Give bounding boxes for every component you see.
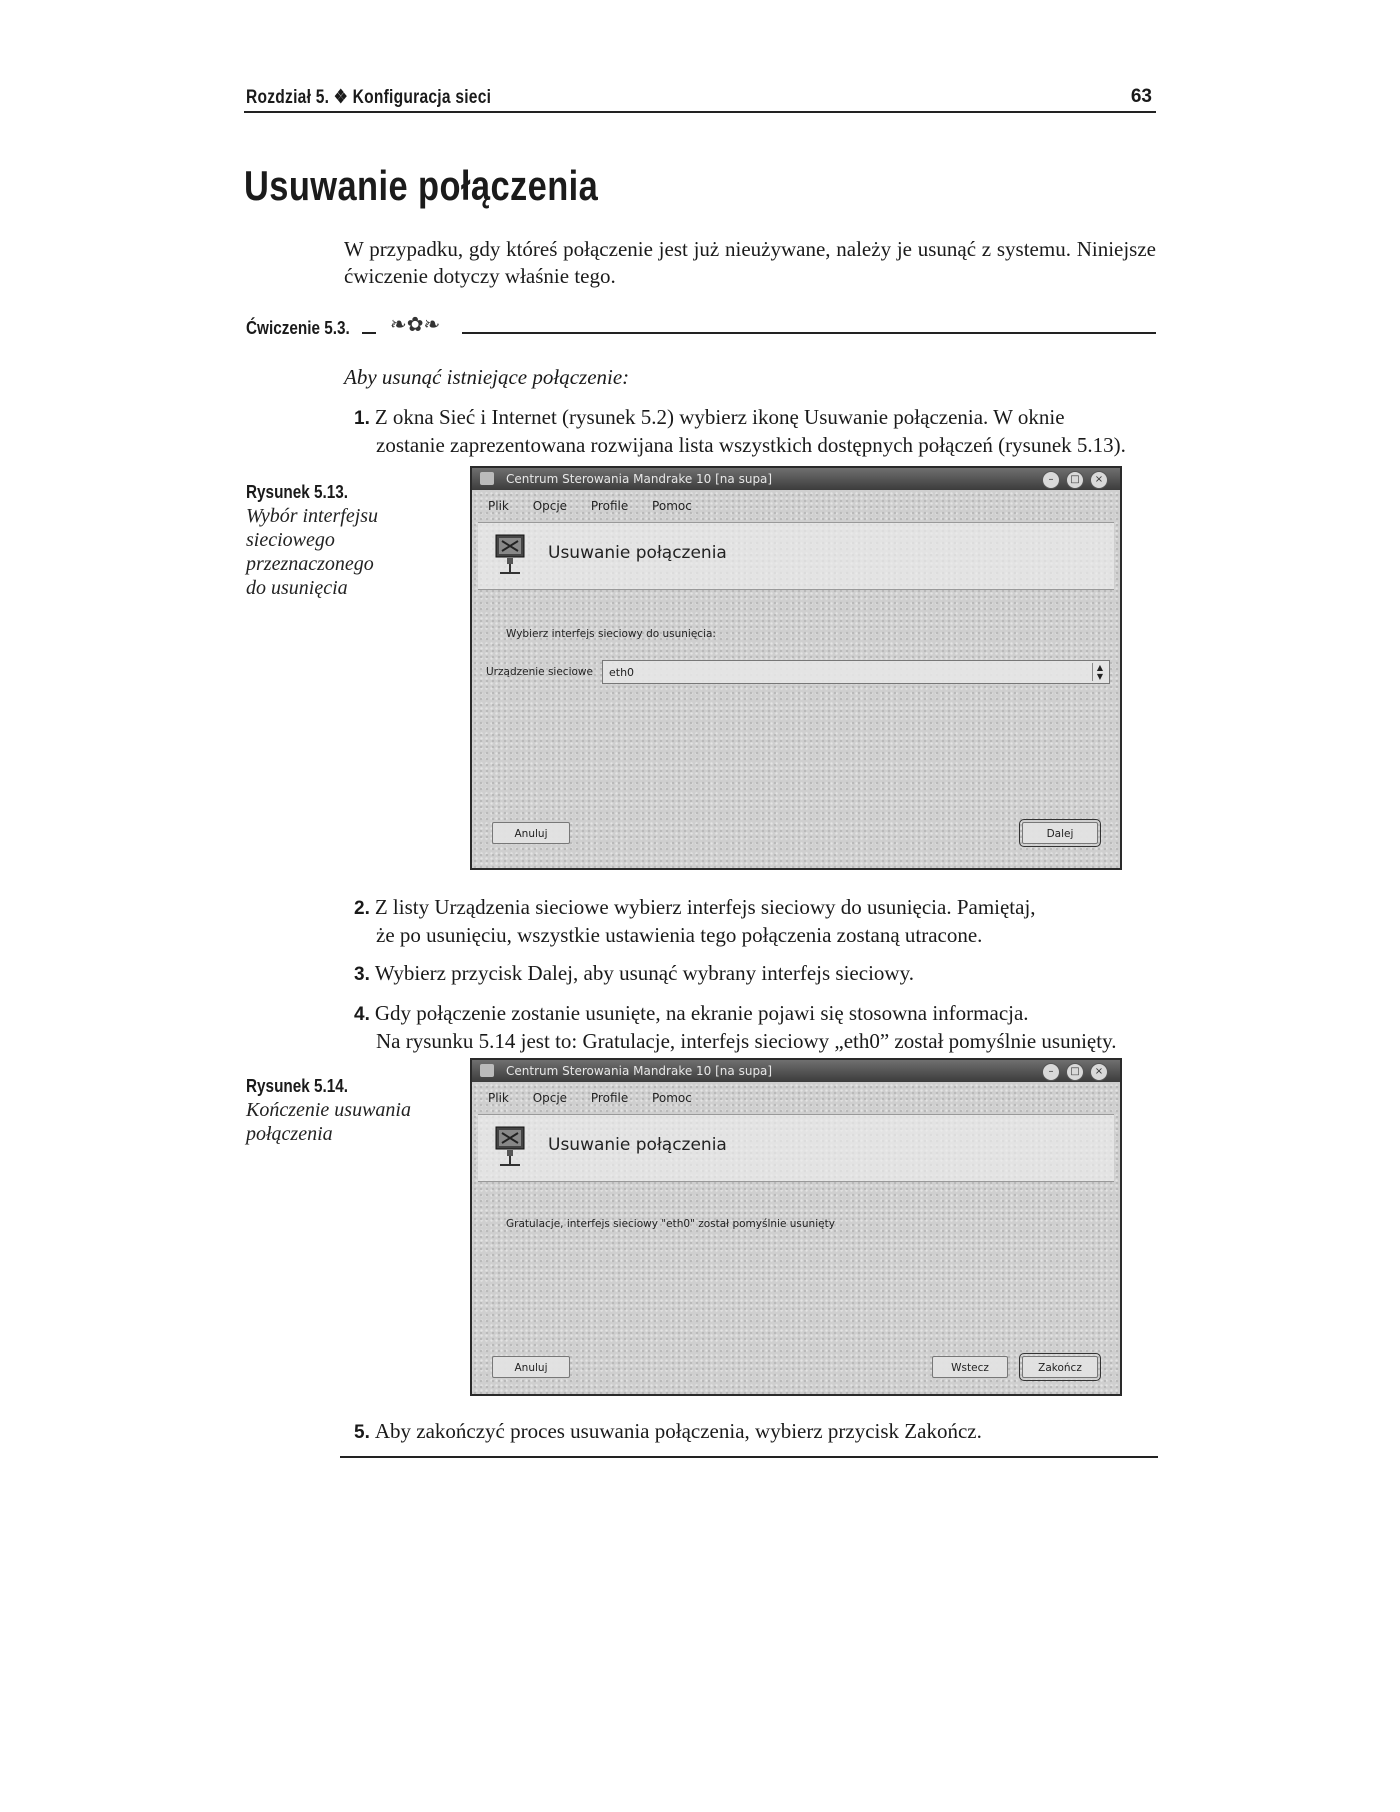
exercise-rule-left	[362, 332, 376, 334]
caption-line: Kończenie usuwania	[246, 1099, 411, 1121]
back-button[interactable]: Wstecz	[932, 1356, 1008, 1378]
exercise-ornament-icon: ❧✿❧	[390, 312, 441, 336]
wizard-title: Usuwanie połączenia	[548, 1135, 727, 1155]
step-text: Z okna Sieć i Internet (rysunek 5.2) wybierz ikonę Usuwanie połączenia. W oknie	[374, 405, 1065, 429]
finish-button[interactable]: Zakończ	[1022, 1356, 1098, 1378]
menu-bar	[478, 1086, 1114, 1110]
window-titlebar	[472, 468, 1120, 490]
spinner-arrows-icon[interactable]: ▲ ▼	[1092, 663, 1107, 681]
menu-opcje[interactable]: Opcje	[532, 499, 568, 513]
exercise-label: Ćwiczenie 5.3.	[246, 318, 350, 338]
menu-profile[interactable]: Profile	[590, 1091, 629, 1105]
menu-profile[interactable]: Profile	[590, 499, 629, 513]
network-monitor-icon	[492, 1123, 532, 1171]
menu-pomoc[interactable]: Pomoc	[652, 1091, 692, 1105]
step-text-cont: że po usunięciu, wszystkie ustawienia tego połączenia zostaną utracone.	[376, 923, 983, 947]
wizard-title: Usuwanie połączenia	[548, 543, 727, 563]
menu-pomoc[interactable]: Pomoc	[652, 499, 692, 513]
cancel-button[interactable]: Anuluj	[492, 822, 570, 844]
menu-bar	[478, 494, 1114, 518]
close-icon[interactable]: ×	[1090, 1063, 1108, 1081]
step-text: Z listy Urządzenia sieciowe wybierz interfejs sieciowy do usunięcia. Pamiętaj,	[374, 895, 1036, 919]
menu-plik[interactable]: Plik	[488, 1091, 509, 1105]
running-header-chapter: Rozdział 5. ❖ Konfiguracja sieci	[246, 87, 492, 108]
wizard-header	[478, 522, 1114, 590]
section-title: Usuwanie połączenia	[244, 162, 599, 209]
menu-plik[interactable]: Plik	[488, 499, 509, 513]
page-number: 63	[1130, 86, 1152, 107]
figure-5-13-label: Rysunek 5.13.	[246, 482, 349, 502]
step-number: 3.	[354, 964, 370, 985]
caption-line: Wybór interfejsu	[246, 505, 379, 527]
intro-paragraph: W przypadku, gdy któreś połączenie jest już nieużywane, należy je usunąć z systemu. Niniejsze ćwiczenie dotyczy właśnie tego.	[344, 237, 1156, 288]
exercise-rule	[462, 332, 1156, 334]
step-text-cont: Na rysunku 5.14 jest to: Gratulacje, interfejs sieciowy „eth0” został pomyślnie usunięty.	[376, 1029, 1117, 1053]
exercise-lead: Aby usunąć istniejące połączenie:	[344, 365, 630, 389]
step-text: Wybierz przycisk Dalej, aby usunąć wybrany interfejs sieciowy.	[374, 961, 914, 985]
step-3	[354, 960, 1164, 988]
caption-line: sieciowego	[246, 529, 335, 551]
step-text-cont: zostanie zaprezentowana rozwijana lista wszystkich dostępnych połączeń (rysunek 5.13).	[376, 433, 1126, 457]
app-icon	[480, 1064, 494, 1077]
exercise-end-rule	[340, 1456, 1158, 1458]
step-text: Aby zakończyć proces usuwania połączenia, wybierz przycisk Zakończ.	[374, 1419, 982, 1443]
app-icon	[480, 472, 494, 485]
next-button[interactable]: Dalej	[1022, 822, 1098, 844]
minimize-icon[interactable]: –	[1042, 1063, 1060, 1081]
wizard-header	[478, 1114, 1114, 1182]
step-5	[354, 1418, 1164, 1446]
maximize-icon[interactable]: □	[1066, 471, 1084, 489]
step-number: 5.	[354, 1422, 370, 1443]
network-device-select[interactable]	[602, 660, 1110, 684]
step-1	[354, 404, 1164, 459]
maximize-icon[interactable]: □	[1066, 1063, 1084, 1081]
minimize-icon[interactable]: –	[1042, 471, 1060, 489]
window-titlebar	[472, 1060, 1120, 1082]
prompt-label: Wybierz interfejs sieciowy do usunięcia:	[506, 628, 716, 640]
success-message: Gratulacje, interfejs sieciowy "eth0" został pomyślnie usunięty	[506, 1218, 835, 1230]
header-rule	[244, 111, 1156, 113]
step-text: Gdy połączenie zostanie usunięte, na ekranie pojawi się stosowna informacja.	[374, 1001, 1029, 1025]
window-title: Centrum Sterowania Mandrake 10 [na supa]	[506, 1064, 773, 1078]
cancel-button[interactable]: Anuluj	[492, 1356, 570, 1378]
close-icon[interactable]: ×	[1090, 471, 1108, 489]
screenshot-window-remove-connection	[470, 466, 1122, 870]
step-2	[354, 894, 1164, 949]
figure-5-13-caption	[246, 504, 416, 600]
network-monitor-icon	[492, 531, 532, 579]
figure-5-14-caption	[246, 1098, 436, 1146]
step-number: 4.	[354, 1004, 370, 1025]
menu-opcje[interactable]: Opcje	[532, 1091, 568, 1105]
window-title: Centrum Sterowania Mandrake 10 [na supa]	[506, 472, 773, 486]
step-number: 1.	[354, 408, 370, 429]
step-4	[354, 1000, 1164, 1055]
screenshot-window-finish	[470, 1058, 1122, 1396]
network-device-value: eth0	[609, 666, 635, 679]
network-device-label: Urządzenie sieciowe	[486, 666, 593, 678]
figure-5-14-label: Rysunek 5.14.	[246, 1076, 349, 1096]
caption-line: do usunięcia	[246, 577, 348, 599]
caption-line: przeznaczonego	[246, 553, 374, 575]
caption-line: połączenia	[246, 1123, 333, 1145]
step-number: 2.	[354, 898, 370, 919]
